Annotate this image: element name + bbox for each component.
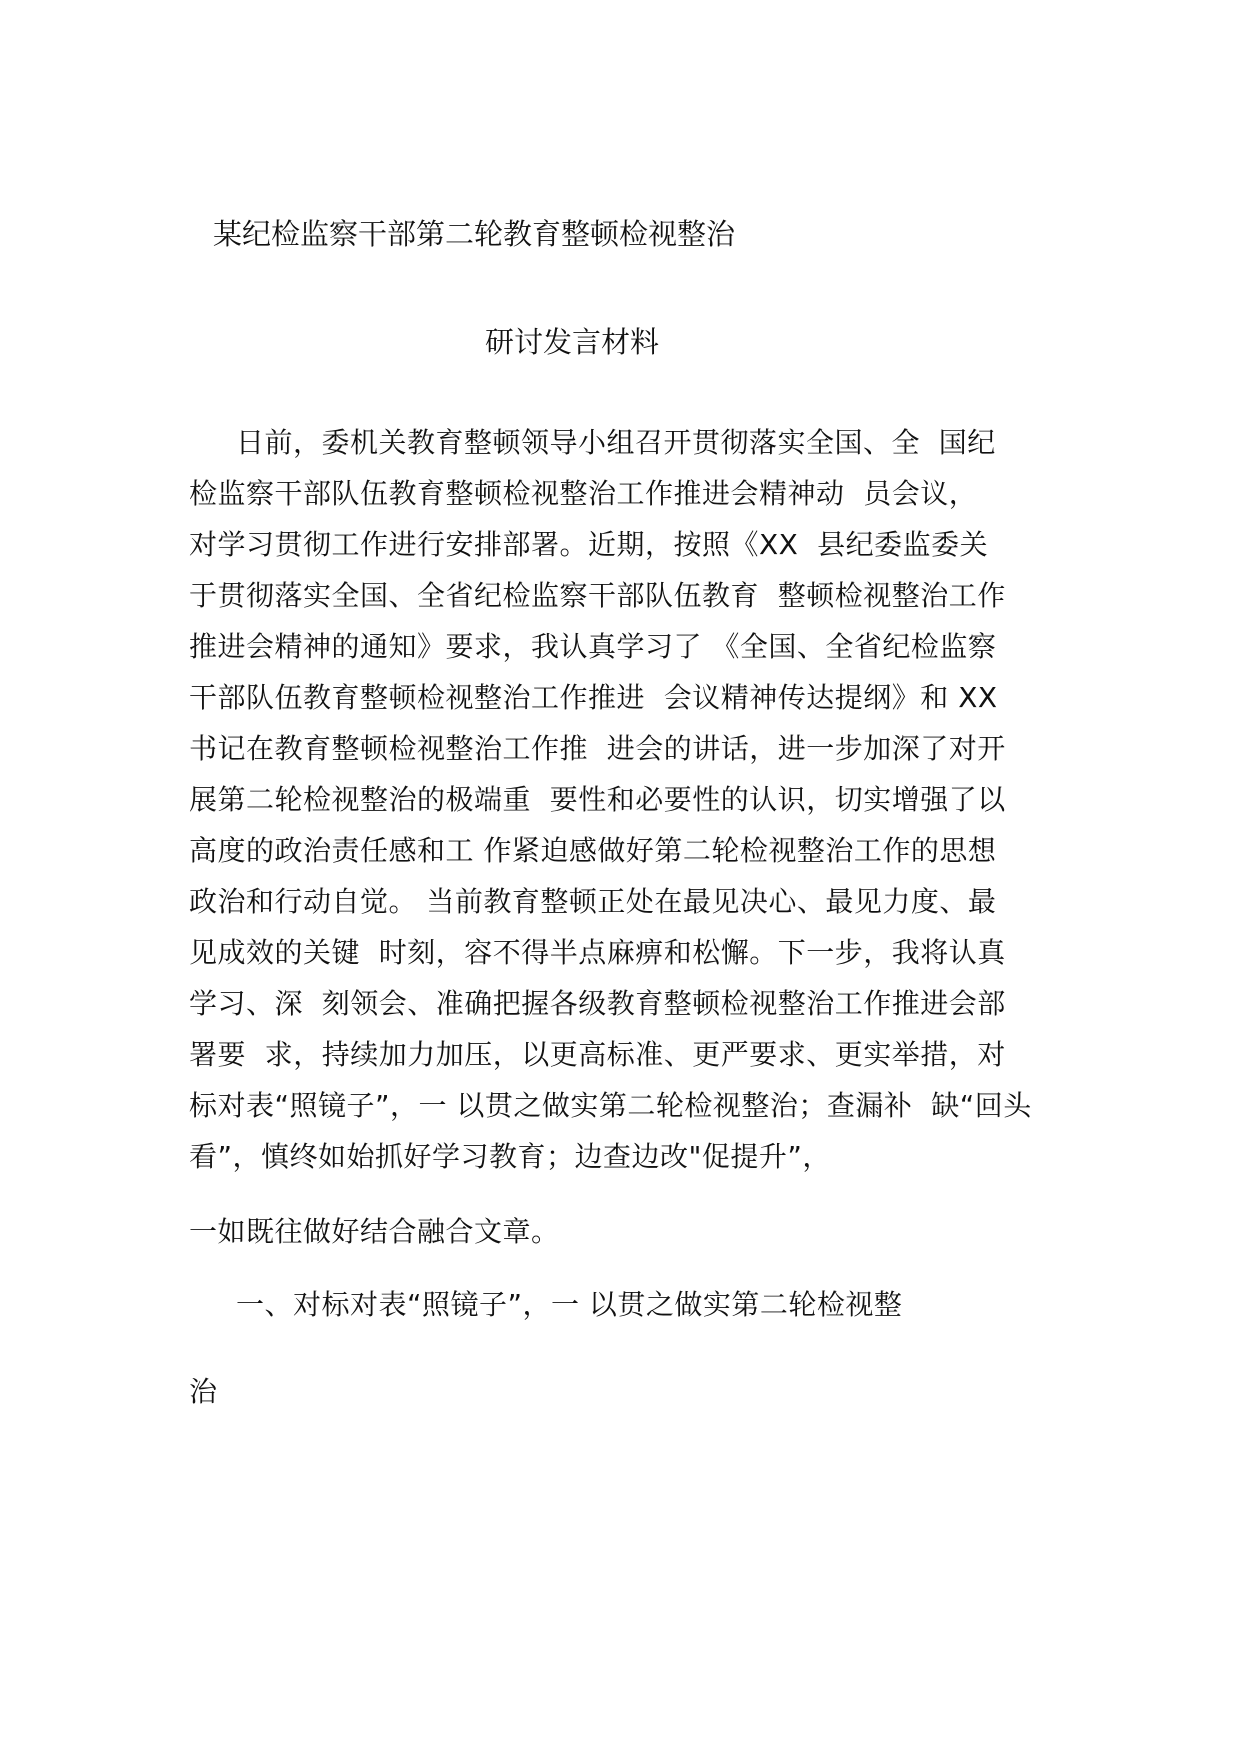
paragraph-line: 干部队伍教育整顿检视整治工作推进 会议精神传达提纲》和 XX bbox=[189, 681, 998, 714]
paragraph-line: 学习、深 刻领会、准确把握各级教育整顿检视整治工作推进会部 bbox=[189, 987, 1006, 1020]
paragraph-line: 展第二轮检视整治的极端重 要性和必要性的认识，切实增强了以 bbox=[189, 783, 1006, 816]
paragraph-line: 见成效的关键 时刻，容不得半点麻痹和松懈。下一步，我将认真 bbox=[189, 936, 1006, 969]
section-heading-continuation: 治 bbox=[189, 1375, 218, 1408]
paragraph-line: 日前，委机关教育整顿领导小组召开贯彻落实全国、全 国纪 bbox=[189, 426, 996, 459]
section-heading: 一、对标对表“照镜子”，一 以贯之做实第二轮检视整 bbox=[189, 1288, 903, 1321]
paragraph-line: 署要 求，持续加力加压，以更高标准、更严要求、更实举措，对 bbox=[189, 1038, 1006, 1071]
paragraph-line: 标对表“照镜子”，一 以贯之做实第二轮检视整治；查漏补 缺“回头 bbox=[189, 1089, 1032, 1122]
paragraph-line: 高度的政治责任感和工 作紧迫感做好第二轮检视整治工作的思想 bbox=[189, 834, 997, 867]
paragraph-line: 一如既往做好结合融合文章。 bbox=[189, 1215, 560, 1248]
paragraph-line: 推进会精神的通知》要求，我认真学习了 《全国、全省纪检监察 bbox=[189, 630, 997, 663]
paragraph-line: 书记在教育整顿检视整治工作推 进会的讲话，进一步加深了对开 bbox=[189, 732, 1006, 765]
document-title-line-2: 研讨发言材料 bbox=[485, 325, 660, 359]
paragraph-line: 检监察干部队伍教育整顿检视整治工作推进会精神动 员会议， bbox=[189, 477, 978, 510]
paragraph-line: 看”，慎终如始抓好学习教育；边查边改"促提升”， bbox=[189, 1140, 831, 1173]
paragraph-line: 对学习贯彻工作进行安排部署。近期，按照《XX 县纪委监委关 bbox=[189, 528, 989, 561]
paragraph-line: 于贯彻落实全国、全省纪检监察干部队伍教育 整顿检视整治工作 bbox=[189, 579, 1006, 612]
document-title-line-1: 某纪检监察干部第二轮教育整顿检视整治 bbox=[213, 217, 736, 251]
paragraph-line: 政治和行动自觉。 当前教育整顿正处在最见决心、最见力度、最 bbox=[189, 885, 997, 918]
